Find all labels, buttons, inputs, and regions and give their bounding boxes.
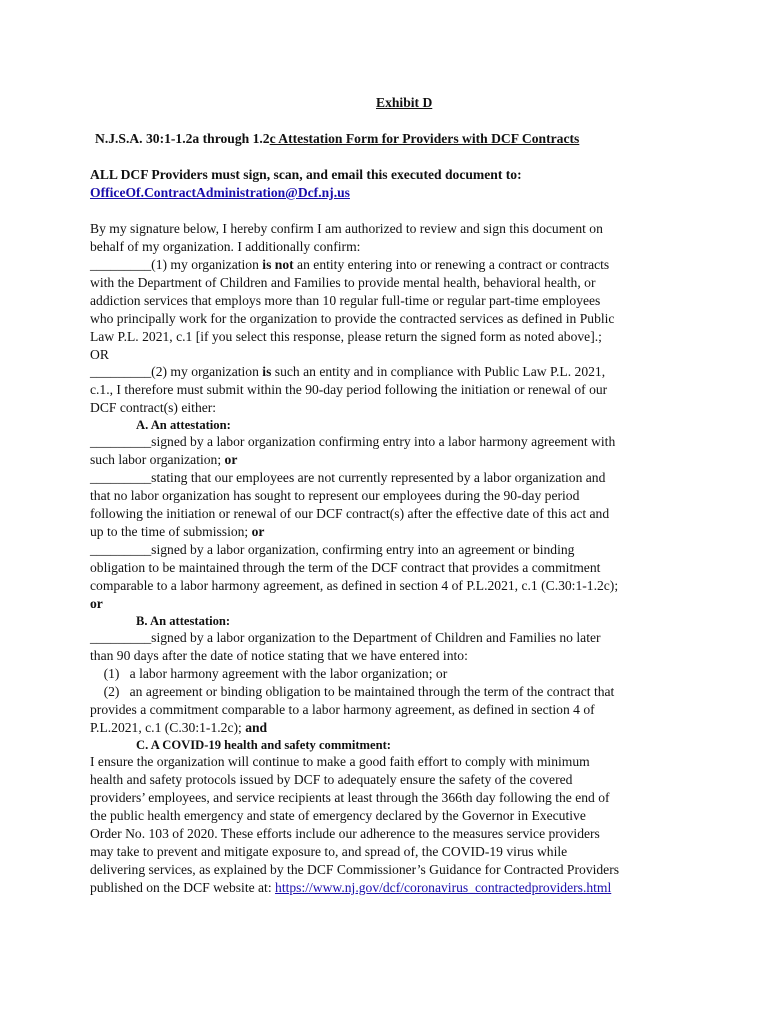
section-a-item-2-text: that no labor organization has sought to represent our employees during the 90-day period: [90, 488, 580, 503]
or-separator: OR: [90, 347, 109, 362]
section-c-text: providers’ employees, and service recipients at least through the 366th day following the end of: [90, 790, 610, 805]
dcf-guidance-link[interactable]: https://www.nj.gov/dcf/coronavirus_contractedproviders.html: [275, 880, 612, 895]
option-2-text: DCF contract(s) either:: [90, 400, 217, 415]
section-c-heading: C. A COVID-19 health and safety commitment:: [136, 738, 392, 752]
option-1-prefix: _________(1) my organization: [90, 257, 263, 272]
section-c-last-prefix: published on the DCF website at:: [90, 880, 276, 895]
option-1-text: with the Department of Children and Families to provide mental health, behavioral health, or: [90, 275, 596, 290]
bold-or: or: [251, 524, 265, 539]
section-a-item-2-text: following the initiation or renewal of our DCF contract(s) after the effective date of this act and: [90, 506, 610, 521]
option-2-prefix: _________(2) my organization: [90, 364, 263, 379]
section-a-item-1: _________signed by a labor organization confirming entry into a labor harmony agreement with: [90, 434, 616, 449]
option-1-rest: an entity entering into or renewing a contract or contracts: [293, 257, 610, 272]
option-2-bold: is: [262, 364, 272, 379]
section-a-item-3: _________signed by a labor organization, confirming entry into an agreement or binding: [90, 542, 575, 557]
bold-or: or: [224, 452, 238, 467]
email-line: [90, 184, 350, 202]
form-subtitle: [95, 130, 579, 148]
email-link[interactable]: OfficeOf.ContractAdministration@Dcf.nj.us: [90, 185, 350, 200]
section-a-item-1-text: such labor organization;: [90, 452, 225, 467]
bold-or: or: [90, 596, 103, 611]
section-b-text: than 90 days after the date of notice stating that we have entered into:: [90, 648, 468, 663]
section-c-text: I ensure the organization will continue to make a good faith effort to comply with minimum: [90, 754, 590, 769]
subtitle-part2: c Attestation Form for Providers with DCF Contracts: [269, 131, 580, 146]
section-a-item-2-last: up to the time of submission;: [90, 524, 252, 539]
section-c-text: health and safety protocols issued by DCF to adequately ensure the safety of the covered: [90, 772, 573, 787]
section-b-item-2: (2) an agreement or binding obligation to be maintained through the term of the contract that: [90, 684, 615, 699]
section-c-last-line: [90, 879, 611, 897]
option-2-line: [90, 363, 605, 381]
option-1-text: who principally work for the organization to provide the contracted services as defined in Public: [90, 311, 615, 326]
section-a-item-2: _________stating that our employees are not currently represented by a labor organization and: [90, 470, 606, 485]
section-a-item-3-text: obligation to be maintained through the term of the DCF contract that provides a commitment: [90, 560, 601, 575]
option-2-rest: such an entity and in compliance with Public Law P.L. 2021,: [271, 364, 606, 379]
section-a-item-2-cont: [90, 523, 264, 541]
section-a-item-1-cont: [90, 451, 237, 469]
document-title: Exhibit D: [376, 95, 433, 110]
section-c-text: the public health emergency and state of emergency declared by the Governor in Executive: [90, 808, 586, 823]
option-1-text: Law P.L. 2021, c.1 [if you select this response, please return the signed form as noted above].;: [90, 329, 602, 344]
option-1-bold: is not: [262, 257, 294, 272]
section-b-text: provides a commitment comparable to a labor harmony agreement, as defined in section 4 of: [90, 702, 595, 717]
submission-instruction: ALL DCF Providers must sign, scan, and email this executed document to:: [90, 167, 522, 182]
section-b-item-1: (1) a labor harmony agreement with the labor organization; or: [90, 666, 448, 681]
section-a-heading: A. An attestation:: [136, 418, 231, 432]
section-c-text: Order No. 103 of 2020. These efforts include our adherence to the measures service providers: [90, 826, 600, 841]
bold-and: and: [245, 720, 268, 735]
option-1-line: [90, 256, 609, 274]
option-2-text: c.1., I therefore must submit within the 90-day period following the initiation or renewal of our: [90, 382, 608, 397]
section-b-last-line: [90, 719, 267, 737]
section-c-text: delivering services, as explained by the DCF Commissioner’s Guidance for Contracted Providers: [90, 862, 620, 877]
section-a-item-3-text: comparable to a labor harmony agreement, as defined in section 4 of P.L.2021, c.1 (C.30:1-1.2c);: [90, 578, 619, 593]
section-b-heading: B. An attestation:: [136, 614, 231, 628]
intro-line-1: By my signature below, I hereby confirm I am authorized to review and sign this document on: [90, 221, 603, 236]
intro-line-2: behalf of my organization. I additionally confirm:: [90, 239, 361, 254]
section-c-text: may take to prevent and mitigate exposure to, and spread of, the COVID-19 virus while: [90, 844, 568, 859]
subtitle-part1: N.J.S.A. 30:1-1.2a through 1.2: [95, 131, 270, 146]
section-b-text: _________signed by a labor organization to the Department of Children and Families no later: [90, 630, 601, 645]
option-1-text: addiction services that employs more than 10 regular full-time or regular part-time employees: [90, 293, 601, 308]
section-b-last: P.L.2021, c.1 (C.30:1-1.2c);: [90, 720, 246, 735]
